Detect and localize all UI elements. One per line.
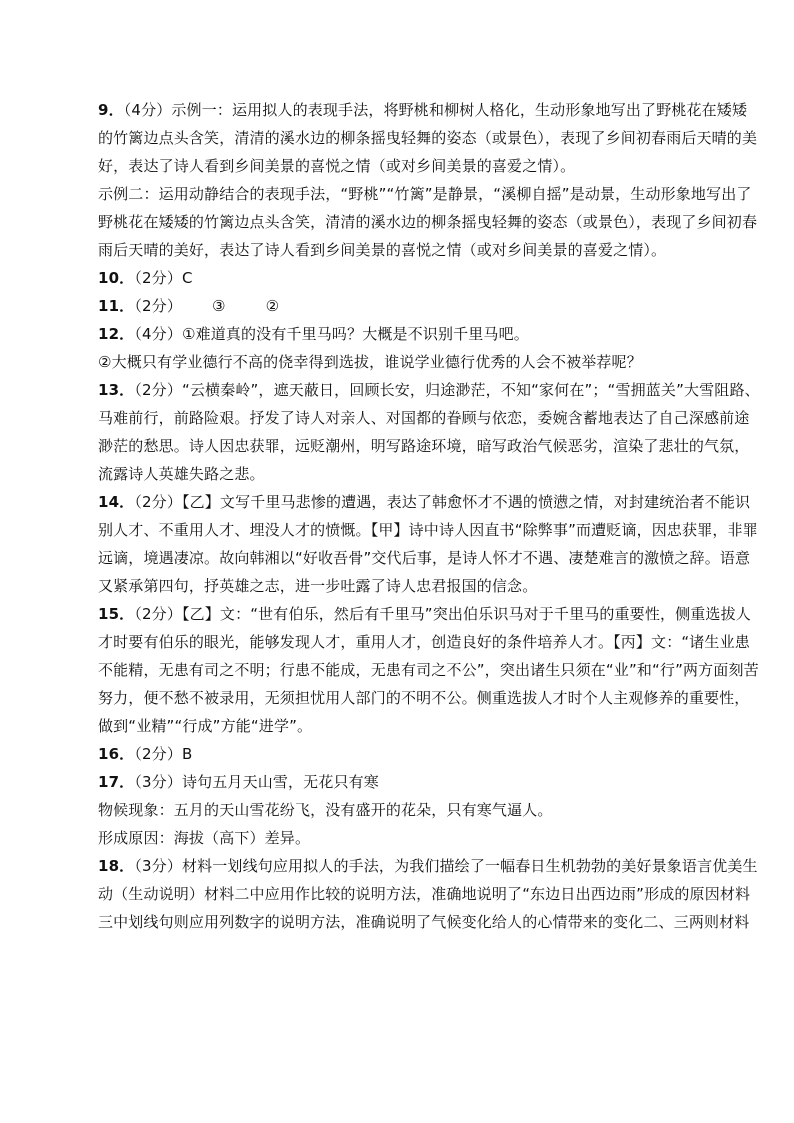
answer-15-line-4: 努力，便不愁不被录用，无须担忧用人部门的不明不公。侧重选拔人才时个人主观修养的重要性， [98, 689, 750, 707]
answer-12-line-2: ②大概只有学业德行不高的侥幸得到选拔，谁说学业德行优秀的人会不被举荐呢？ [98, 353, 642, 371]
answer-13-line-2: 马难前行，前路险艰。抒发了诗人对亲人、对国都的眷顾与依恋，委婉含蓄地表达了自己深感前途 [98, 409, 750, 427]
question-number: 18． [98, 857, 135, 875]
question-number: 10． [98, 269, 135, 287]
answer-11: 11．（2分） ③ ② [98, 292, 678, 320]
answer-17-line-3: 形成原因：海拔（高下）差异。 [98, 829, 311, 847]
answer-15-line-2: 才时要有伯乐的眼光，能够发现人才，重用人才，创造良好的条件培养人才。【丙】文：“诸生业患 [98, 633, 750, 651]
answer-9-line-6: 雨后天晴的美好，表达了诗人看到乡间美景的喜悦之情（或对乡间美景的喜爱之情）。 [98, 241, 667, 259]
question-number: 9． [98, 101, 124, 119]
answer-18-line-2: 动（生动说明）材料二中应用作比较的说明方法，准确地说明了“东边日出西边雨”形成的原因材料 [98, 885, 751, 903]
answer-18-line-3: 三中划线句则应用列数字的说明方法，准确说明了气候变化给人的心情带来的变化二、三两则材料 [98, 913, 750, 931]
question-number: 14． [98, 493, 135, 511]
question-number: 17． [98, 773, 135, 791]
answer-14-line-4: 又紧承第四句，抒英雄之志，进一步吐露了诗人忠君报国的信念。 [98, 577, 538, 595]
answer-13-line-1: 13．（2分）“云横秦岭”，遮天蔽日，回顾长安，归途渺茫，不知“家何在”；“雪拥蓝关”大雪阻路、 [98, 381, 760, 399]
answer-sheet [98, 96, 760, 936]
answer-16: 16．（2分）B [98, 745, 193, 763]
question-number: 15． [98, 605, 135, 623]
question-number: 11． [98, 297, 135, 315]
answer-14-line-3: 远谪，境遇凄凉。故向韩湘以“好收吾骨”交代后事，是诗人怀才不遇、凄楚难言的激愤之辞。语意 [98, 549, 751, 567]
answer-18-line-1: 18．（3分）材料一划线句应用拟人的手法，为我们描绘了一幅春日生机勃勃的美好景象语言优美生 [98, 857, 758, 875]
answer-17-line-1: 17．（3分）诗句五月天山雪，无花只有寒 [98, 773, 379, 791]
answer-15-line-5: 做到“业精”“行成”方能“进学”。 [98, 717, 313, 735]
answer-9-line-1: 9．（4分）示例一：运用拟人的表现手法，将野桃和柳树人格化，生动形象地写出了野桃花在矮矮 [98, 101, 748, 119]
answer-12-line-1: 12．（4分）①难道真的没有千里马吗？大概是不识别千里马吧。 [98, 325, 529, 343]
answer-9-line-3: 好，表达了诗人看到乡间美景的喜悦之情（或对乡间美景的喜爱之情）。 [98, 157, 576, 175]
answer-9-line-2: 的竹篱边点头含笑，清清的溪水边的柳条摇曳轻舞的姿态（或景色），表现了乡间初春雨后天晴的美 [98, 129, 758, 147]
answer-15-line-3: 不能精，无患有司之不明；行患不能成，无患有司之不公”，突出诸生只须在“业”和“行”两方面刻苦 [98, 661, 759, 679]
answer-13-line-4: 流露诗人英雄失路之悲。 [98, 465, 265, 483]
answer-14-line-1: 14．（2分）【乙】文写千里马悲惨的遭遇，表达了韩愈怀才不遇的愤懑之情，对封建统治者不能识 [98, 493, 751, 511]
answer-14-line-2: 别人才、不重用人才、埋没人才的愤慨。【甲】诗中诗人因直书“除弊事”而遭贬谪，因忠获罪，非罪 [98, 521, 758, 539]
answer-10: 10．（2分）C [98, 269, 193, 287]
answer-17-line-2: 物候现象：五月的天山雪花纷飞，没有盛开的花朵，只有寒气逼人。 [98, 801, 553, 819]
answer-9-line-5: 野桃花在矮矮的竹篱边点头含笑，清清的溪水边的柳条摇曳轻舞的姿态（或景色），表现了乡间初春 [98, 213, 758, 231]
choice-1: ③ [211, 297, 226, 315]
answer-15-line-1: 15．（2分）【乙】文：“世有伯乐，然后有千里马”突出伯乐识马对于千里马的重要性，侧重选拔人 [98, 605, 751, 623]
choice-2: ② [265, 297, 280, 315]
question-number: 12． [98, 325, 135, 343]
answer-9-line-4: 示例二：运用动静结合的表现手法，“野桃”“竹篱”是静景，“溪柳自摇”是动景，生动形象地写出了 [98, 185, 752, 203]
question-number: 13． [98, 381, 135, 399]
answer-13-line-3: 渺茫的愁思。诗人因忠获罪，远贬潮州，明写路途环境，暗写政治气候恶劣，渲染了悲壮的气氛， [98, 437, 750, 455]
question-number: 16． [98, 745, 135, 763]
